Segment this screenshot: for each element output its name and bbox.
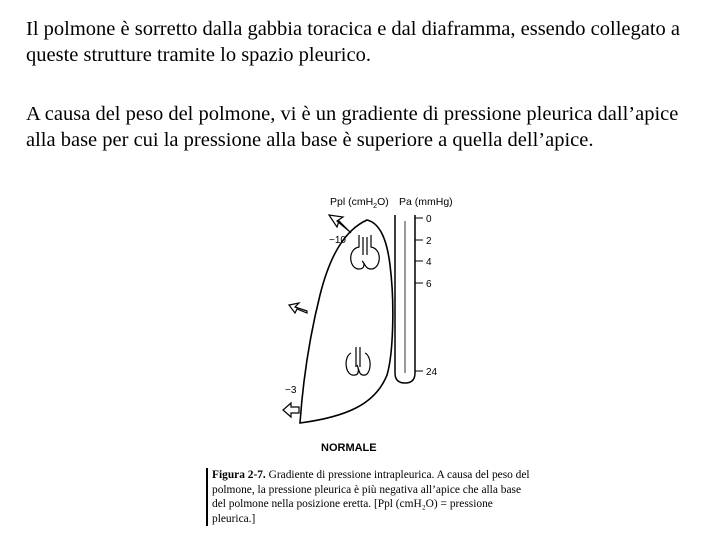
figure-caption-label: Figura 2-7. bbox=[212, 469, 266, 481]
middle-arrow-icon bbox=[289, 303, 307, 313]
pa-scale-label: 2 bbox=[426, 236, 432, 247]
intro-paragraph: Il polmone è sorretto dalla gabbia toracica e dal diaframma, essendo collegato a queste strutture tramite lo spazio pleurico. bbox=[26, 18, 681, 66]
figure-caption-text: Gradiente di pressione intrapleurica. A causa del peso del polmone, la pressione pleurica è più negativa all’apice che alla base del polmone nella posizione eretta. [Ppl (cmH₂O) = pressione pleurica.] bbox=[212, 469, 530, 525]
pa-scale-label: 0 bbox=[426, 214, 432, 225]
apex-arrow-icon bbox=[329, 215, 351, 233]
ppl-apex-value: −10 bbox=[329, 235, 346, 246]
gradient-paragraph: A causa del peso del polmone, vi è un gradiente di pressione pleurica dall’apice alla base per cui la pressione alla base è superiore a quella dell’apice. bbox=[26, 103, 679, 151]
base-alveolus-icon bbox=[346, 347, 370, 375]
condition-label: NORMALE bbox=[321, 442, 377, 454]
apex-alveolus-icon bbox=[351, 235, 380, 269]
pa-scale-label: 4 bbox=[426, 257, 432, 268]
pleural-pressure-figure bbox=[275, 185, 535, 455]
pa-axis-label: Pa (mmHg) bbox=[399, 196, 453, 208]
ppl-axis-label: Ppl (cmH$_2$O) bbox=[330, 196, 389, 210]
ppl-base-value: −3 bbox=[285, 385, 297, 396]
lung-outline bbox=[300, 220, 393, 423]
pa-scale-label: 24 bbox=[426, 367, 438, 378]
pa-scale-label: 6 bbox=[426, 279, 432, 290]
figure-caption bbox=[206, 468, 532, 526]
base-arrow-icon bbox=[283, 403, 299, 417]
pa-scale-ticks bbox=[415, 218, 423, 371]
